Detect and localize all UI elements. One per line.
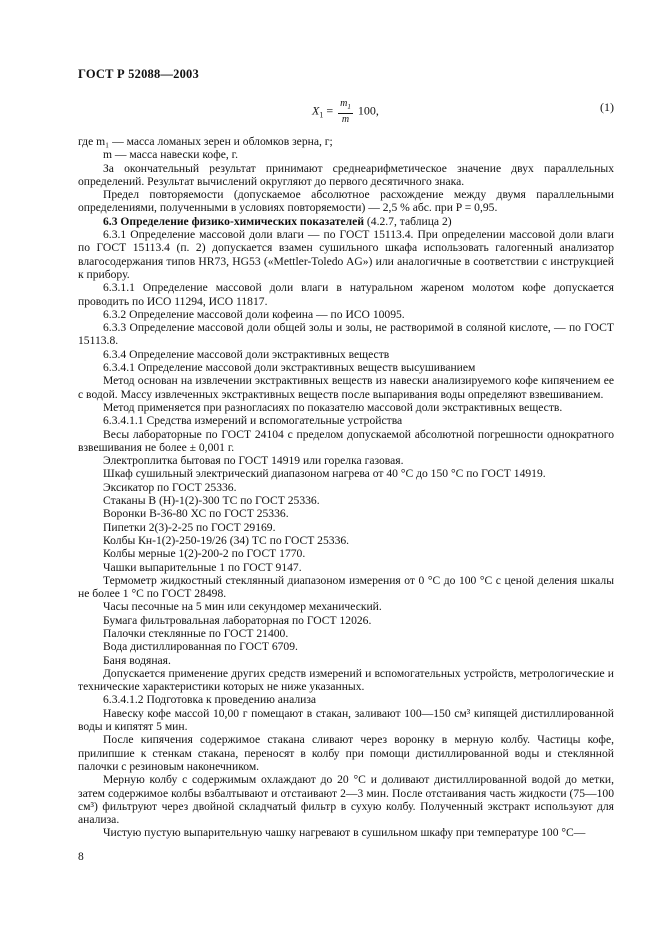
paragraph xyxy=(78,521,614,534)
paragraph xyxy=(78,188,614,215)
formula-lhs: X xyxy=(312,103,320,118)
page-number: 8 xyxy=(78,851,84,863)
paragraph xyxy=(78,308,614,321)
paragraph xyxy=(78,374,614,401)
paragraph-text: После кипячения содержимое стакана сливают через воронку в мерную колбу. Частицы кофе, прилипшие к стенкам стакана, переносят в колбу при помощи дистиллированной воды и стеклянной палочки с резиновым наконечником. xyxy=(78,733,614,773)
paragraph-text: Стаканы В (Н)-1(2)-300 ТС по ГОСТ 25336. xyxy=(103,494,320,508)
paragraph-text: За окончательный результат принимают среднеарифметическое значение двух параллельных определений. Результат вычислений округляют до первого десятичного знака. xyxy=(78,161,614,188)
paragraph xyxy=(78,494,614,507)
paragraph xyxy=(78,507,614,520)
paragraph-text: 6.3.3 Определение массовой доли общей золы и золы, не растворимой в соляной кислоте, — по ГОСТ 15113.8. xyxy=(78,321,614,348)
paragraph-text: m — масса навески кофе, г. xyxy=(103,148,239,162)
paragraph xyxy=(78,401,614,414)
formula-lhs-subscript: 1 xyxy=(319,110,324,120)
paragraph xyxy=(78,228,614,281)
paragraph-text: Весы лабораторные по ГОСТ 24104 с пределом допускаемой абсолютной погрешности однократного взвешивания не более ± 0,001 г. xyxy=(78,427,614,454)
formula-number: (1) xyxy=(600,100,614,114)
paragraph xyxy=(78,348,614,361)
paragraph-text: Предел повторяемости (допускаемое абсолютное расхождение между двумя параллельными определениями, полученными в условиях повторяемости) — 2,5 % абс. при P = 0,95. xyxy=(78,188,614,215)
paragraph xyxy=(78,361,614,374)
paragraph-text: Бумага фильтровальная лабораторная по ГОСТ 12026. xyxy=(103,613,372,627)
paragraph xyxy=(78,627,614,640)
paragraph-text: 6.3.4.1.2 Подготовка к проведению анализа xyxy=(103,693,317,707)
paragraph-text: где m₁ — масса ломаных зерен и обломков зерна, г; xyxy=(78,135,333,148)
paragraph xyxy=(78,640,614,653)
paragraph xyxy=(78,547,614,560)
paragraph-text: Метод основан на извлечении экстрактивных веществ из навески анализируемого кофе кипячением ее с водой. Массу извлеченных экстрактивных веществ после выпаривания воды определяют взвешиванием. xyxy=(78,374,614,401)
paragraph xyxy=(78,414,614,427)
paragraph xyxy=(78,667,614,694)
paragraph xyxy=(78,135,614,148)
document-header: ГОСТ Р 52088—2003 xyxy=(78,67,199,81)
paragraph-text: Палочки стеклянные по ГОСТ 21400. xyxy=(103,626,289,640)
paragraph-text: Колбы Кн-1(2)-250-19/26 (34) ТС по ГОСТ 25336. xyxy=(103,533,350,547)
paragraph xyxy=(78,321,614,348)
paragraph xyxy=(78,707,614,734)
paragraph-text: Пипетки 2(3)-2-25 по ГОСТ 29169. xyxy=(103,520,276,534)
formula-1 xyxy=(78,96,614,125)
formula-tail: 100, xyxy=(357,103,379,118)
paragraph-text: Эксикатор по ГОСТ 25336. xyxy=(103,480,237,494)
paragraph-text: 6.3.4.1 Определение массовой доли экстрактивных веществ высушиванием xyxy=(103,361,476,375)
paragraph-text: Допускается применение других средств измерений и вспомогательных устройств, метрологические и технические характеристики которых не ниже указанных. xyxy=(78,666,614,694)
paragraph xyxy=(78,162,614,189)
paragraph-text: Часы песочные на 5 мин или секундомер механический. xyxy=(103,600,382,614)
paragraph xyxy=(78,281,614,308)
paragraph xyxy=(78,733,614,773)
formula-equals: = xyxy=(326,103,334,118)
paragraph xyxy=(78,826,614,839)
paragraph-text: 6.3.2 Определение массовой доли кофеина — по ИСО 10095. xyxy=(103,307,405,321)
formula-denominator: m xyxy=(341,114,350,125)
paragraph xyxy=(78,614,614,627)
paragraph-text: 6.3.1.1 Определение массовой доли влаги в натуральном жареном молотом кофе допускается проводить по ИСО 11294, ИСО 11817. xyxy=(78,281,614,308)
paragraph xyxy=(78,773,614,826)
paragraph xyxy=(78,454,614,467)
paragraph-text: Чистую пустую выпарительную чашку нагревают в сушильном шкафу при температуре 100 °С— xyxy=(103,826,586,840)
paragraph xyxy=(78,574,614,601)
formula-expression xyxy=(312,98,379,125)
paragraph xyxy=(78,534,614,547)
paragraph-text: (4.2.7, таблица 2) xyxy=(364,214,452,228)
paragraph-text: Электроплитка бытовая по ГОСТ 14919 или горелка газовая. xyxy=(103,454,404,468)
formula-fraction xyxy=(338,98,353,125)
paragraph-text: Воронки В-36-80 ХС по ГОСТ 25336. xyxy=(103,507,289,521)
paragraph xyxy=(78,693,614,706)
paragraph xyxy=(78,467,614,480)
paragraph-text: Колбы мерные 1(2)-200-2 по ГОСТ 1770. xyxy=(103,547,306,561)
paragraph xyxy=(78,481,614,494)
paragraph-text: 6.3.1 Определение массовой доли влаги — по ГОСТ 15113.4. При определении массовой доли влаги по ГОСТ 15113.4 (п. 2) допускается взамен сушильного шкафа использовать галогенный анализатор влагосодержания типов HR73, HG53 («Mettler-Toledo AG») или аналогичные в соответствии с инструкцией к прибору. xyxy=(78,228,614,281)
body-text xyxy=(78,135,614,840)
paragraph xyxy=(78,600,614,613)
paragraph-text: 6.3.4 Определение массовой доли экстрактивных веществ xyxy=(103,347,390,361)
paragraph-text: 6.3.4.1.1 Средства измерений и вспомогательные устройства xyxy=(103,414,403,428)
section-heading: 6.3 Определение физико-химических показателей xyxy=(103,214,365,228)
paragraph xyxy=(78,428,614,455)
paragraph-text: Вода дистиллированная по ГОСТ 6709. xyxy=(103,640,298,654)
paragraph-text: Метод применяется при разногласиях по показателю массовой доли экстрактивных веществ. xyxy=(103,400,563,414)
paragraph-text: Мерную колбу с содержимым охлаждают до 20 °С и доливают дистиллированной водой до метки, затем содержимое колбы взбалтывают и отстаивают 2—3 мин. После отстаивания часть жидкости (75—100 см³) фильтруют через двойной складчатый фильтр в сухую колбу. Полученный экстракт используют для анализа. xyxy=(78,773,614,827)
paragraph xyxy=(78,148,614,161)
paragraph-text: Баня водяная. xyxy=(103,653,171,667)
paragraph-text: Навеску кофе массой 10,00 г помещают в стакан, заливают 100—150 см³ кипящей дистиллированной воды и кипятят 5 мин. xyxy=(78,706,614,734)
paragraph xyxy=(78,215,614,228)
paragraph xyxy=(78,654,614,667)
formula-numerator: $m_1$ xyxy=(338,98,353,114)
paragraph-text: Чашки выпарительные 1 по ГОСТ 9147. xyxy=(103,560,302,574)
paragraph xyxy=(78,561,614,574)
paragraph-text: Шкаф сушильный электрический диапазоном нагрева от 40 °С до 150 °С по ГОСТ 14919. xyxy=(103,467,546,481)
paragraph-text: Термометр жидкостный стеклянный диапазоном измерения от 0 °С до 100 °С с ценой деления шкалы не более 1 °С по ГОСТ 28498. xyxy=(78,573,614,601)
